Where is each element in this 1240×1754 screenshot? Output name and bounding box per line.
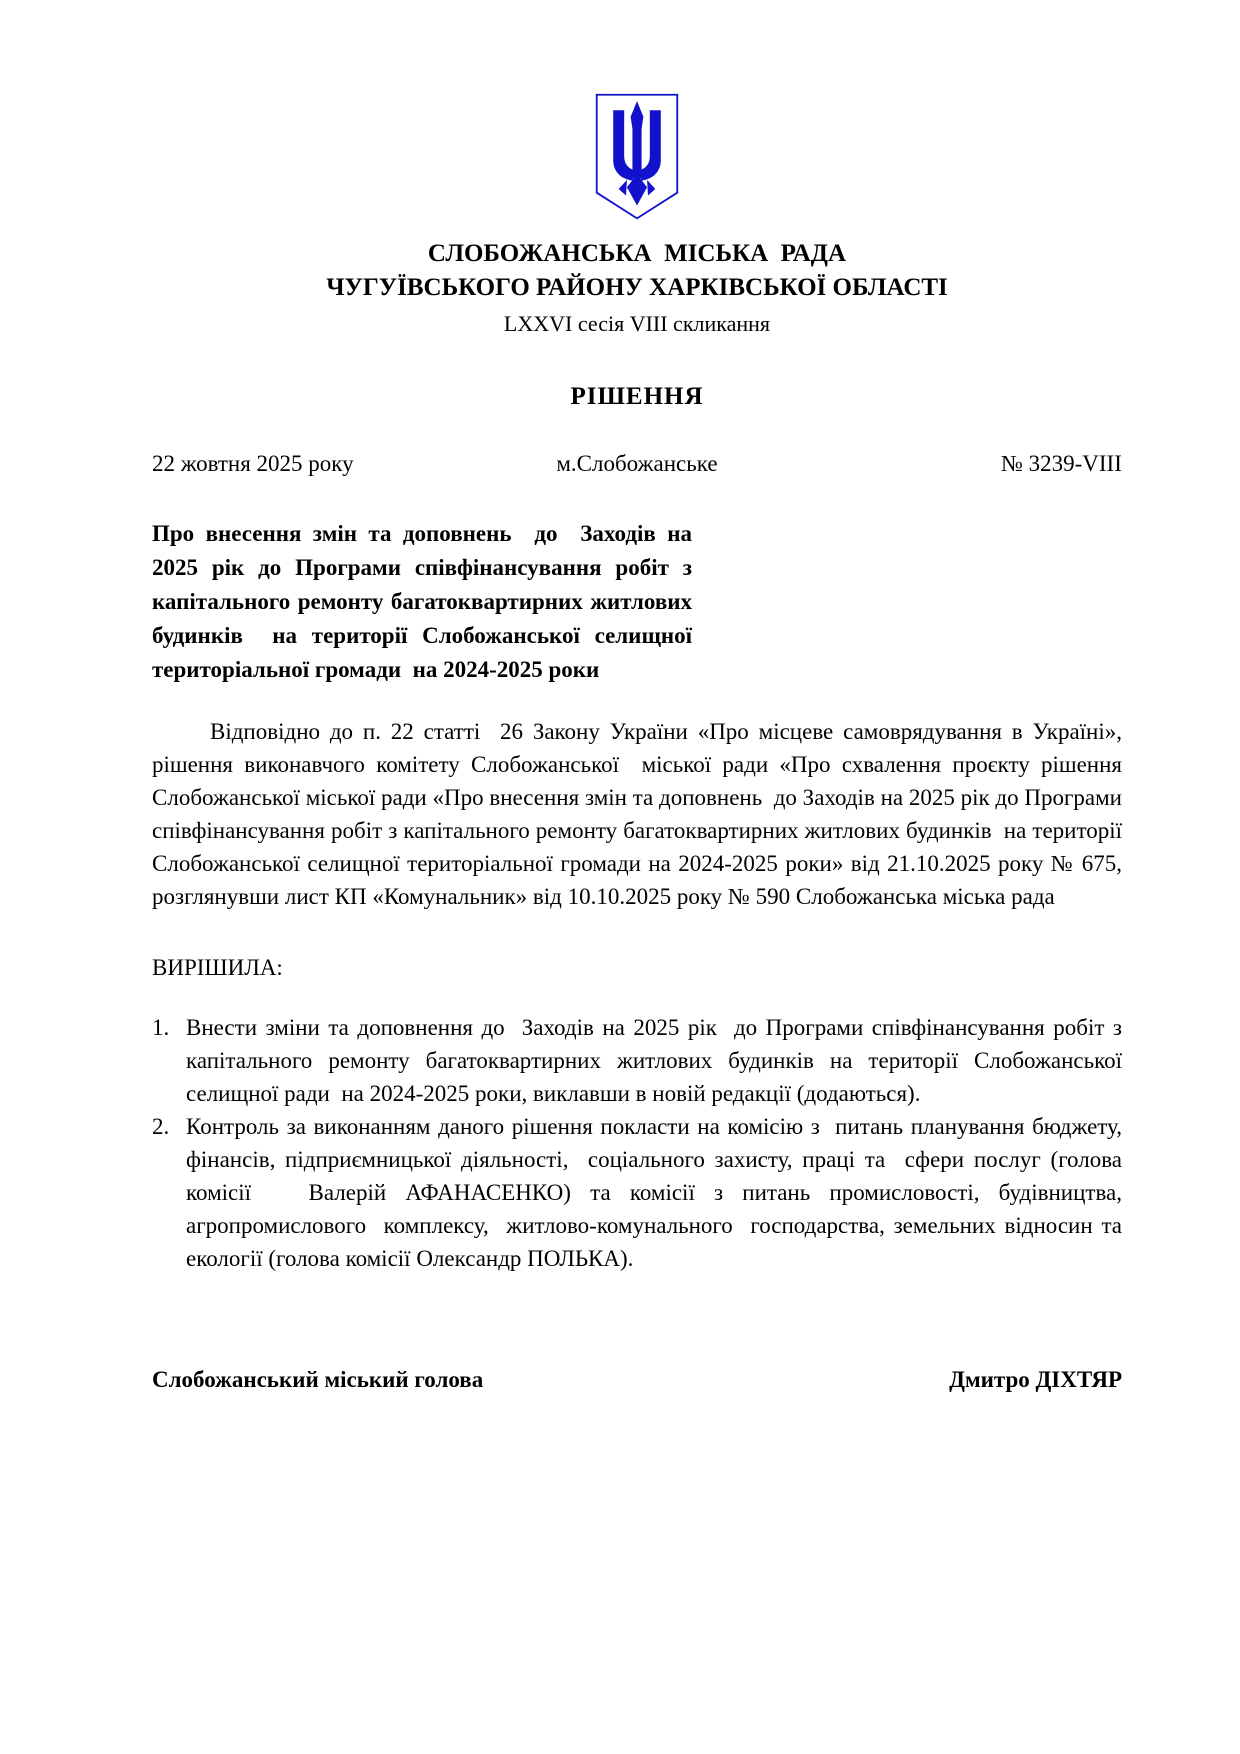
session-info: LXXVI сесія VIII скликання <box>503 311 771 336</box>
emblem-container <box>152 92 1122 227</box>
subject-paragraph: Про внесення змін та доповнень до Заходів на 2025 рік до Програми співфінансування робіт з капітального ремонту багатоквартирних житлових будинків на території Слобожанської селищної територіальної громади на 2024-2025 роки <box>152 521 698 682</box>
decision-date: 22 жовтня 2025 року <box>152 451 354 476</box>
decision-item-1 <box>152 1011 1128 1110</box>
org-name-line1: СЛОБОЖАНСЬКА МІСЬКА РАДА <box>427 240 847 267</box>
item-text: Контроль за виконанням даного рішення покласти на комісію з питань планування бюджету, фінансів, підприємницької діяльності, соціального захисту, праці та сфери послуг (голова комісії Валерій АФАНАСЕНКО) та комісії з питань промисловості, будівництва, агропромислового комплексу, житлово-комунального господарства, земельних відносин та екології (голова комісії Олександр ПОЛЬКА). <box>186 1114 1134 1271</box>
decision-place: м.Слобожанське <box>556 451 718 476</box>
decision-item-2 <box>152 1110 1134 1275</box>
preamble-paragraph: Відповідно до п. 22 статті 26 Закону України «Про місцеве самоврядування в Україні», рішення виконавчого комітету Слобожанської міської ради «Про схвалення проєкту рішення Слобожанської міської ради «Про внесення змін та доповнень до Заходів на 2025 рік до Програми співфінансування робіт з капітального ремонту багатоквартирних житлових будинків на території Слобожанської селищної територіальної громади на 2024-2025 роки» від 21.10.2025 року № 675, розглянувши лист КП «Комунальник» від 10.10.2025 року № 590 Слобожанська міська рада <box>152 719 1128 909</box>
signature-row <box>152 1367 1122 1393</box>
decision-items-list <box>152 1011 1134 1275</box>
resolved-label: ВИРІШИЛА: <box>152 955 283 980</box>
document-header <box>152 237 1122 341</box>
decision-meta-row <box>152 451 1122 477</box>
signatory-name: Дмитро ДІХТЯР <box>949 1367 1122 1392</box>
item-text: Внести зміни та доповнення до Заходів на 2025 рік до Програми співфінансування робіт з капітального ремонту багатоквартирних житлових будинків на території Слобожанської селищної ради на 2024-2025 роки, виклавши в новій редакції (додаються). <box>186 1015 1128 1106</box>
ukraine-trident-coat-of-arms-icon <box>591 209 683 226</box>
item-number: 1. <box>152 1015 170 1040</box>
signatory-title: Слобожанський міський голова <box>152 1367 484 1392</box>
org-name-line2: ЧУГУЇВСЬКОГО РАЙОНУ ХАРКІВСЬКОЇ ОБЛАСТІ <box>326 274 948 301</box>
document-type-title: РІШЕННЯ <box>570 383 704 410</box>
item-number: 2. <box>152 1114 170 1139</box>
decision-number: № 3239-VIII <box>1000 451 1122 476</box>
